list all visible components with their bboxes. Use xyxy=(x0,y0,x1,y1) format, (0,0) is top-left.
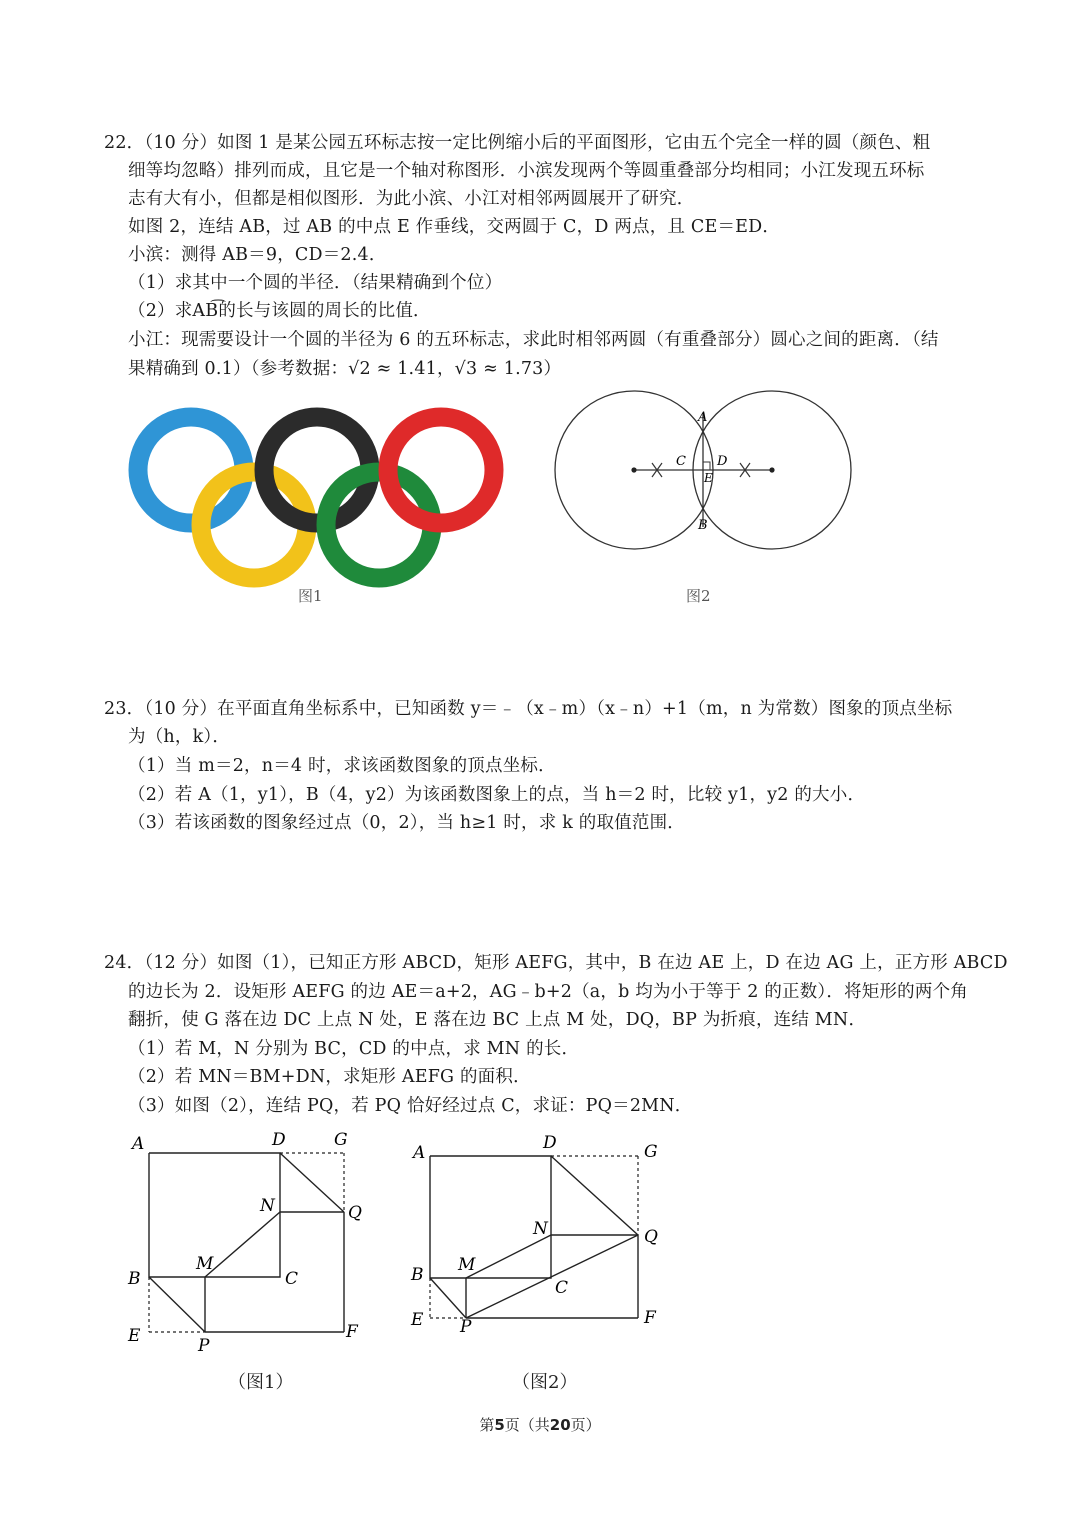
fig2-label-E: E xyxy=(704,471,713,485)
footer-page-number: 5 xyxy=(494,1416,505,1434)
q24-figure-2-caption: （图2） xyxy=(512,1372,578,1393)
q22-figure-1-rings xyxy=(125,398,510,598)
fig2-label-A: A xyxy=(698,410,708,425)
q22-line-6: （1）求其中一个圆的半径．（结果精确到个位） xyxy=(128,273,503,293)
q23-line-1: 23．（10 分）在平面直角坐标系中，已知函数 y＝﹣（x﹣m）（x﹣n）+1（m，n 为常数）图象的顶点坐标 xyxy=(104,699,953,719)
footer-prefix: 第 xyxy=(479,1416,495,1434)
q24-line-3: 翻折，使 G 落在边 DC 上点 N 处，E 落在边 BC 上点 M 处，DQ，BP 为折痕，连结 MN． xyxy=(128,1010,867,1030)
q22-line-1: 22．（10 分）如图 1 是某公园五环标志按一定比例缩小后的平面图形，它由五个完全一样的圆（颜色、粗 xyxy=(104,133,931,153)
q22-line-5: 小滨：测得 AB＝9，CD＝2.4． xyxy=(128,245,387,265)
q22-figure-1-caption: 图1 xyxy=(298,587,323,605)
q24-fig2-label-E: E xyxy=(411,1310,424,1330)
q24-line-5: （2）若 MN＝BM+DN，求矩形 AEFG 的面积． xyxy=(128,1067,531,1087)
q24-figure-1-caption: （图1） xyxy=(228,1372,294,1393)
q24-fig2-label-G: G xyxy=(644,1142,658,1162)
q24-fig1-label-C: C xyxy=(285,1269,299,1289)
q24-fig1-label-G: G xyxy=(334,1130,348,1150)
q24-fig1-label-A: A xyxy=(132,1134,145,1154)
footer-mid: 页（共 xyxy=(504,1416,550,1434)
q24-fig1-label-D: D xyxy=(272,1130,286,1150)
q23-line-4: （2）若 A（1，y1），B（4，y2）为该函数图象上的点，当 h＝2 时，比较 y1，y2 的大小． xyxy=(128,785,866,805)
q24-fig1-label-Q: Q xyxy=(348,1203,362,1223)
q24-fig1-label-M: M xyxy=(196,1254,214,1274)
q24-fig2-label-F: F xyxy=(644,1308,656,1328)
q24-fig2-label-B: B xyxy=(411,1265,424,1285)
fig2-label-B: B xyxy=(698,518,708,533)
q24-fig2-label-D: D xyxy=(543,1133,557,1153)
q24-fig1-label-P: P xyxy=(198,1336,210,1356)
q22-figure-2-caption: 图2 xyxy=(686,587,711,605)
q24-figure-1 xyxy=(120,1125,370,1360)
q24-line-1: 24．（12 分）如图（1），已知正方形 ABCD，矩形 AEFG，其中，B 在边 AE 上，D 在边 AG 上，正方形 ABCD xyxy=(104,953,1008,973)
q24-fig1-label-B: B xyxy=(128,1269,141,1289)
q24-fig2-label-C: C xyxy=(555,1278,569,1298)
fig2-label-D: D xyxy=(717,454,728,469)
q22-figure-2-circles xyxy=(552,388,857,558)
q24-figure-2 xyxy=(400,1125,670,1350)
q22-line-8: 小江：现需要设计一个圆的半径为 6 的五环标志，求此时相邻两圆（有重叠部分）圆心之间的距离．（结 xyxy=(128,330,939,350)
q24-fig1-label-E: E xyxy=(128,1326,141,1346)
q23-line-5: （3）若该函数的图象经过点（0，2），当 h≥1 时，求 k 的取值范围． xyxy=(128,813,685,833)
fig2-label-C: C xyxy=(676,454,686,469)
footer-total-pages: 20 xyxy=(549,1416,571,1434)
q24-fig2-label-N: N xyxy=(533,1219,548,1239)
q22-line-9: 果精确到 0.1）（参考数据：√2 ≈ 1.41，√3 ≈ 1.73） xyxy=(128,359,562,379)
q24-line-4: （1）若 M，N 分别为 BC，CD 的中点，求 MN 的长． xyxy=(128,1039,580,1059)
q24-fig1-label-N: N xyxy=(260,1196,275,1216)
q24-fig1-label-F: F xyxy=(346,1322,358,1342)
q23-line-2: 为（h，k）． xyxy=(128,727,231,747)
q24-fig2-label-M: M xyxy=(458,1255,476,1275)
q22-line-2: 细等均忽略）排列而成，且它是一个轴对称图形．小滨发现两个等圆重叠部分均相同；小江发现五环标 xyxy=(128,161,925,181)
footer-suffix: 页） xyxy=(570,1416,601,1434)
q22-line-7: （2）求AB͡的长与该圆的周长的比值． xyxy=(128,301,431,321)
q22-line-3: 志有大有小，但都是相似图形．为此小滨、小江对相邻两圆展开了研究． xyxy=(128,189,695,209)
q24-fig2-label-A: A xyxy=(413,1143,426,1163)
q23-line-3: （1）当 m＝2，n＝4 时，求该函数图象的顶点坐标． xyxy=(128,756,556,776)
page-footer xyxy=(0,1414,1080,1435)
q24-fig2-label-Q: Q xyxy=(644,1227,658,1247)
q24-line-2: 的边长为 2．设矩形 AEFG 的边 AE＝a+2，AG﹣b+2（a，b 均为小于等于 2 的正数）．将矩形的两个角 xyxy=(128,982,968,1002)
q24-line-6: （3）如图（2），连结 PQ，若 PQ 恰好经过点 C，求证：PQ＝2MN． xyxy=(128,1096,693,1116)
q24-fig2-label-P: P xyxy=(460,1317,472,1337)
q22-line-4: 如图 2，连结 AB，过 AB 的中点 E 作垂线，交两圆于 C，D 两点，且 CE＝ED． xyxy=(128,217,781,237)
